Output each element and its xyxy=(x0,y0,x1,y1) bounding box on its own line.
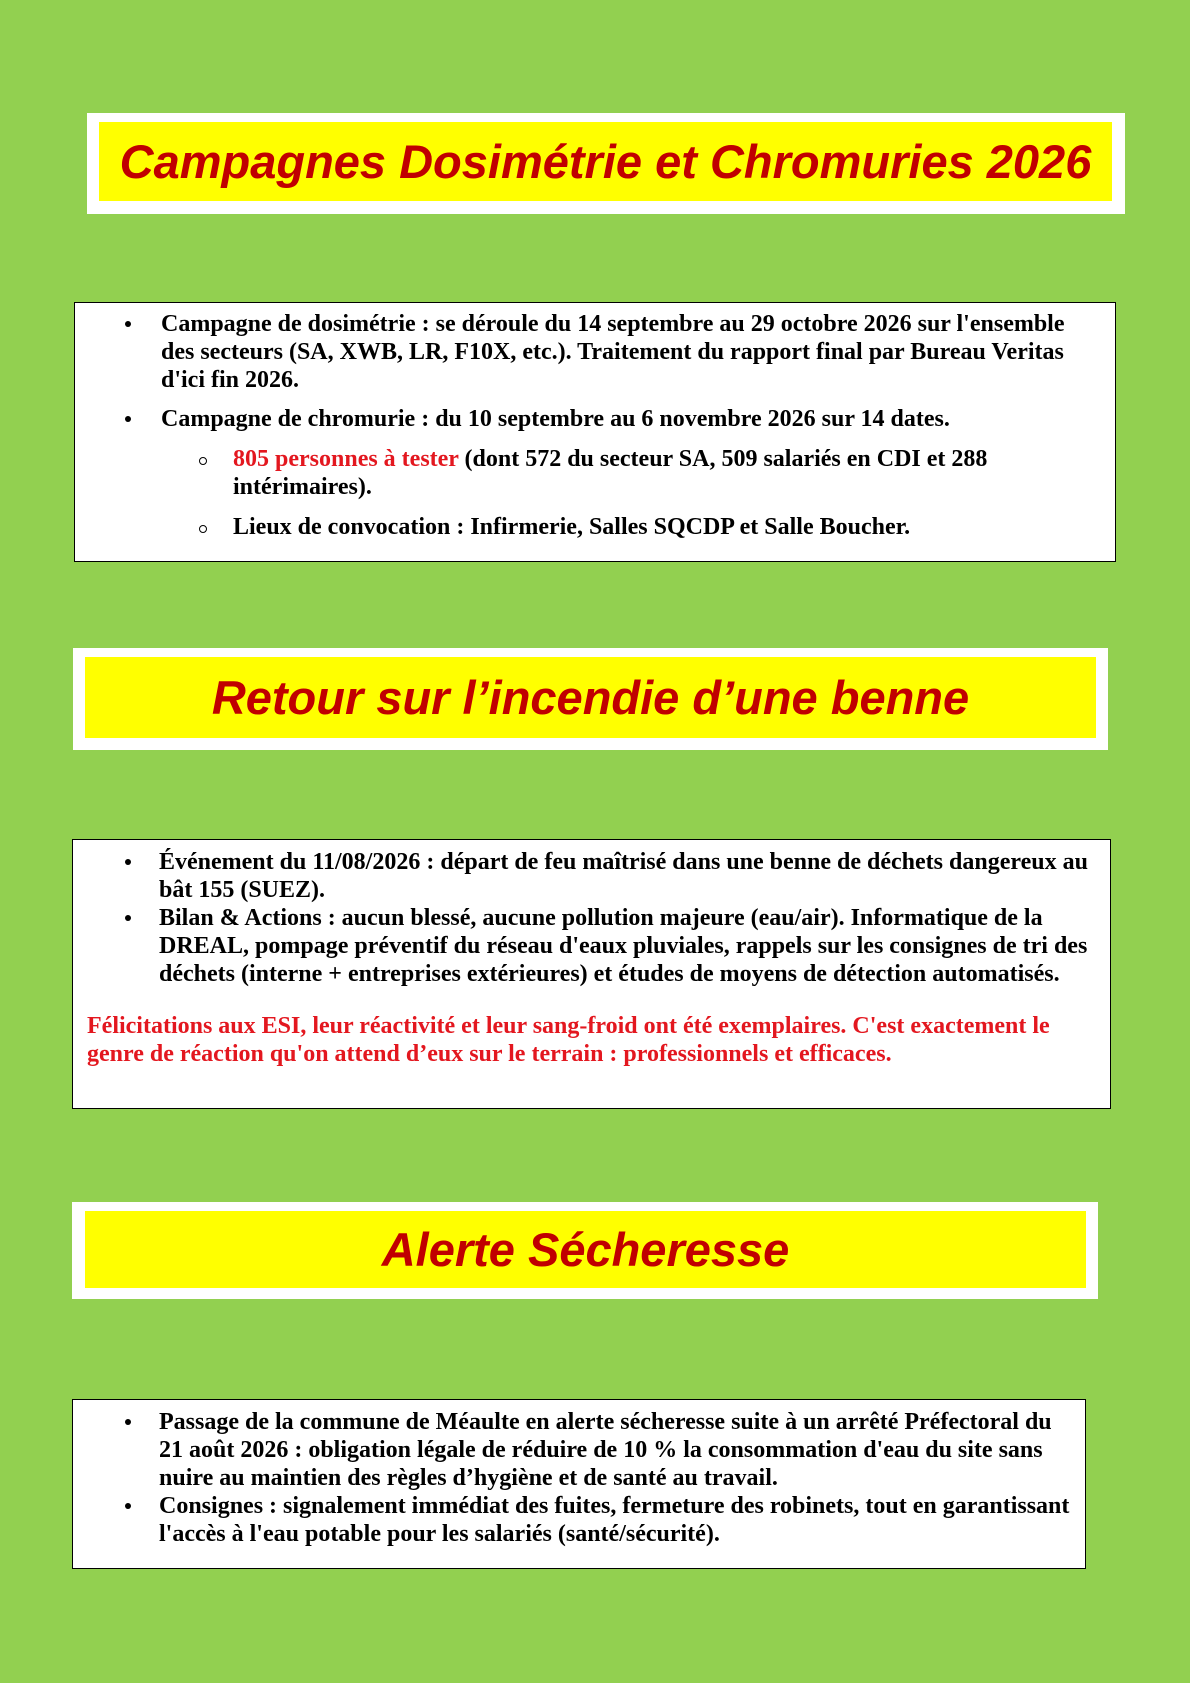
hollow-circle-icon xyxy=(199,525,207,533)
bullet-text: Campagne de chromurie : du 10 septembre au 6 novembre 2026 sur 14 dates. xyxy=(161,406,950,432)
bullet-text: Bilan & Actions : aucun blessé, aucune pollution majeure (eau/air). Informatique de la DREAL, pompage préventif du réseau d'eaux pluviales, rappels sur les consignes de tri des déchets (interne + entreprises extérieures) et études de moyens de détection automatisés. xyxy=(159,905,1088,987)
list-item xyxy=(159,904,1104,988)
bullet-dot-icon xyxy=(125,1419,131,1425)
bullet-text: Campagne de dosimétrie : se déroule du 14 septembre au 29 octobre 2026 sur l'ensemble des secteurs (SA, XWB, LR, F10X, etc.). Traitement du rapport final par Bureau Veritas d'ici fin 2026. xyxy=(161,311,1065,393)
bullet-dot-icon xyxy=(125,321,131,327)
bullet-dot-icon xyxy=(125,915,131,921)
section-title-dosimetry: Campagnes Dosimétrie et Chromuries 2026 xyxy=(119,134,1092,188)
bullet-dot-icon xyxy=(125,416,131,422)
sub-bullet-text: (dont 572 du secteur SA, 509 salariés en CDI et 288 intérimaires). xyxy=(233,446,988,500)
bullet-text: Événement du 11/08/2026 : départ de feu maîtrisé dans une benne de déchets dangereux au bât 155 (SUEZ). xyxy=(159,849,1088,903)
title-banner-dosimetry xyxy=(87,113,1125,214)
sub-list-item xyxy=(233,513,1086,541)
content-box-fire xyxy=(72,839,1111,1109)
content-box-drought xyxy=(72,1399,1086,1569)
congratulations-note: Félicitations aux ESI, leur réactivité et leur sang-froid ont été exemplaires. C'est exactement le genre de réaction qu'on attend d’eux sur le terrain : professionnels et efficaces. xyxy=(87,1013,1050,1067)
list-item xyxy=(161,405,1086,433)
list-item xyxy=(159,1492,1075,1548)
section-title-fire: Retour sur l’incendie d’une benne xyxy=(211,670,970,724)
title-banner-highlight xyxy=(85,657,1096,738)
title-banner-fire xyxy=(73,648,1108,750)
bullet-text: Passage de la commune de Méaulte en alerte sécheresse suite à un arrêté Préfectoral du 21 août 2026 : obligation légale de réduire de 10 % la consommation d'eau du site sans nuire au maintien des règles d’hygiène et de santé au travail. xyxy=(159,1409,1052,1491)
sub-list-item xyxy=(233,445,1086,501)
bullet-dot-icon xyxy=(125,1503,131,1509)
bullet-text: Consignes : signalement immédiat des fuites, fermeture des robinets, tout en garantissant l'accès à l'eau potable pour les salariés (santé/sécurité). xyxy=(159,1493,1070,1547)
bullet-dot-icon xyxy=(125,859,131,865)
section-title-drought: Alerte Sécheresse xyxy=(381,1222,790,1276)
title-banner-highlight xyxy=(85,1211,1086,1288)
title-banner-highlight xyxy=(99,122,1112,201)
title-banner-drought xyxy=(72,1202,1098,1299)
highlighted-text: 805 personnes à tester xyxy=(233,446,459,472)
hollow-circle-icon xyxy=(199,457,207,465)
list-item xyxy=(159,1408,1075,1492)
list-item xyxy=(161,310,1086,394)
sub-bullet-text: Lieux de convocation : Infirmerie, Salles SQCDP et Salle Boucher. xyxy=(233,514,911,540)
content-box-dosimetry xyxy=(74,302,1116,562)
list-item xyxy=(159,848,1104,904)
